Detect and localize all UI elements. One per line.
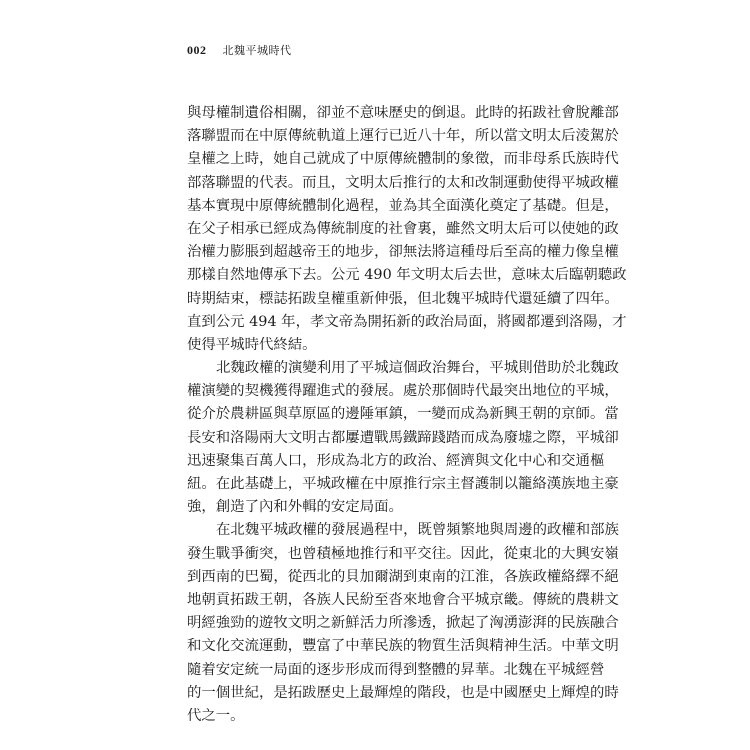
running-head: [187, 42, 292, 58]
text-line: 從介於農耕區與草原區的邊陲軍鎮，一變而成為新興王朝的京師。當: [187, 406, 619, 423]
page-number: 002: [187, 43, 207, 57]
text-line: 治權力膨脹到超越帝王的地步，卻無法將這種母后至高的權力像皇權: [187, 244, 619, 261]
text-line: 北魏政權的演變利用了平城這個政治舞台，平城則借助於北魏政: [216, 360, 619, 377]
text-line: 到西南的巴蜀，從西北的貝加爾湖到東南的江淮，各族政權絡繹不絕: [187, 568, 619, 585]
text-line: 隨着安定統一局面的逐步形成而得到整體的昇華。北魏在平城經營: [187, 661, 605, 678]
paragraph: [187, 102, 627, 357]
text-line: 迅速聚集百萬人口，形成為北方的政治、經濟與文化中心和交通樞: [187, 452, 605, 469]
text-line: 落聯盟而在中原傳統軌道上運行已近八十年，所以當文明太后淩駕於: [187, 128, 619, 145]
text-line: 直到公元 494 年，孝文帝為開拓新的政治局面，將國都遷到洛陽，才: [187, 313, 627, 330]
text-line: 發生戰爭衝突，也曾積極地推行和平交往。因此，從東北的大興安嶺: [187, 545, 619, 562]
text-line: 的一個世紀，是拓跋歷史上最輝煌的階段，也是中國歷史上輝煌的時: [187, 684, 619, 701]
text-line: 皇權之上時，她自己就成了中原傳統體制的象徵，而非母系氏族時代: [187, 151, 619, 168]
paragraph: [187, 519, 619, 728]
text-line: 基本實現中原傳統體制化過程，並為其全面漢化奠定了基礎。但是，: [187, 197, 619, 214]
text-line: 使得平城時代終結。: [187, 336, 317, 353]
text-line: 長安和洛陽兩大文明古都屢遭戰馬鐵蹄踐踏而成為廢墟之際，平城卻: [187, 429, 619, 446]
text-line: 明經強勁的遊牧文明之新鮮活力所滲透，掀起了洶湧澎湃的民族融合: [187, 615, 619, 632]
text-line: 部落聯盟的代表。而且，文明太后推行的太和改制運動使得平城政權: [187, 174, 619, 191]
body-text: [187, 102, 627, 728]
text-line: 在北魏平城政權的發展過程中，既曾頻繁地與周邊的政權和部族: [216, 522, 619, 539]
text-line: 權演變的契機獲得躍進式的發展。處於那個時代最突出地位的平城，: [187, 383, 619, 400]
text-line: 時期結束，標誌拓跋皇權重新伸張，但北魏平城時代還延續了四年。: [187, 290, 619, 307]
running-head-title: 北魏平城時代: [222, 44, 292, 57]
text-line: 在父子相承已經成為傳統制度的社會裏，雖然文明太后可以使她的政: [187, 220, 619, 237]
text-line: 與母權制遺俗相關，卻並不意味歷史的倒退。此時的拓跋社會脫離部: [187, 105, 619, 121]
paragraph: [187, 357, 619, 519]
text-line: 代之一。: [187, 707, 245, 724]
text-line: 強，創造了內和外輯的安定局面。: [187, 499, 403, 516]
text-line: 紐。在此基礎上，平城政權在中原推行宗主督護制以籠絡漢族地主豪: [187, 476, 619, 492]
text-line: 那樣自然地傳承下去。公元 490 年文明太后去世，意味太后臨朝聽政: [187, 267, 627, 284]
text-line: 地朝貢拓跋王朝，各族人民紛至沓來地會合平城京畿。傳統的農耕文: [187, 591, 619, 608]
text-line: 和文化交流運動，豐富了中華民族的物質生活與精神生活。中華文明: [187, 638, 619, 655]
